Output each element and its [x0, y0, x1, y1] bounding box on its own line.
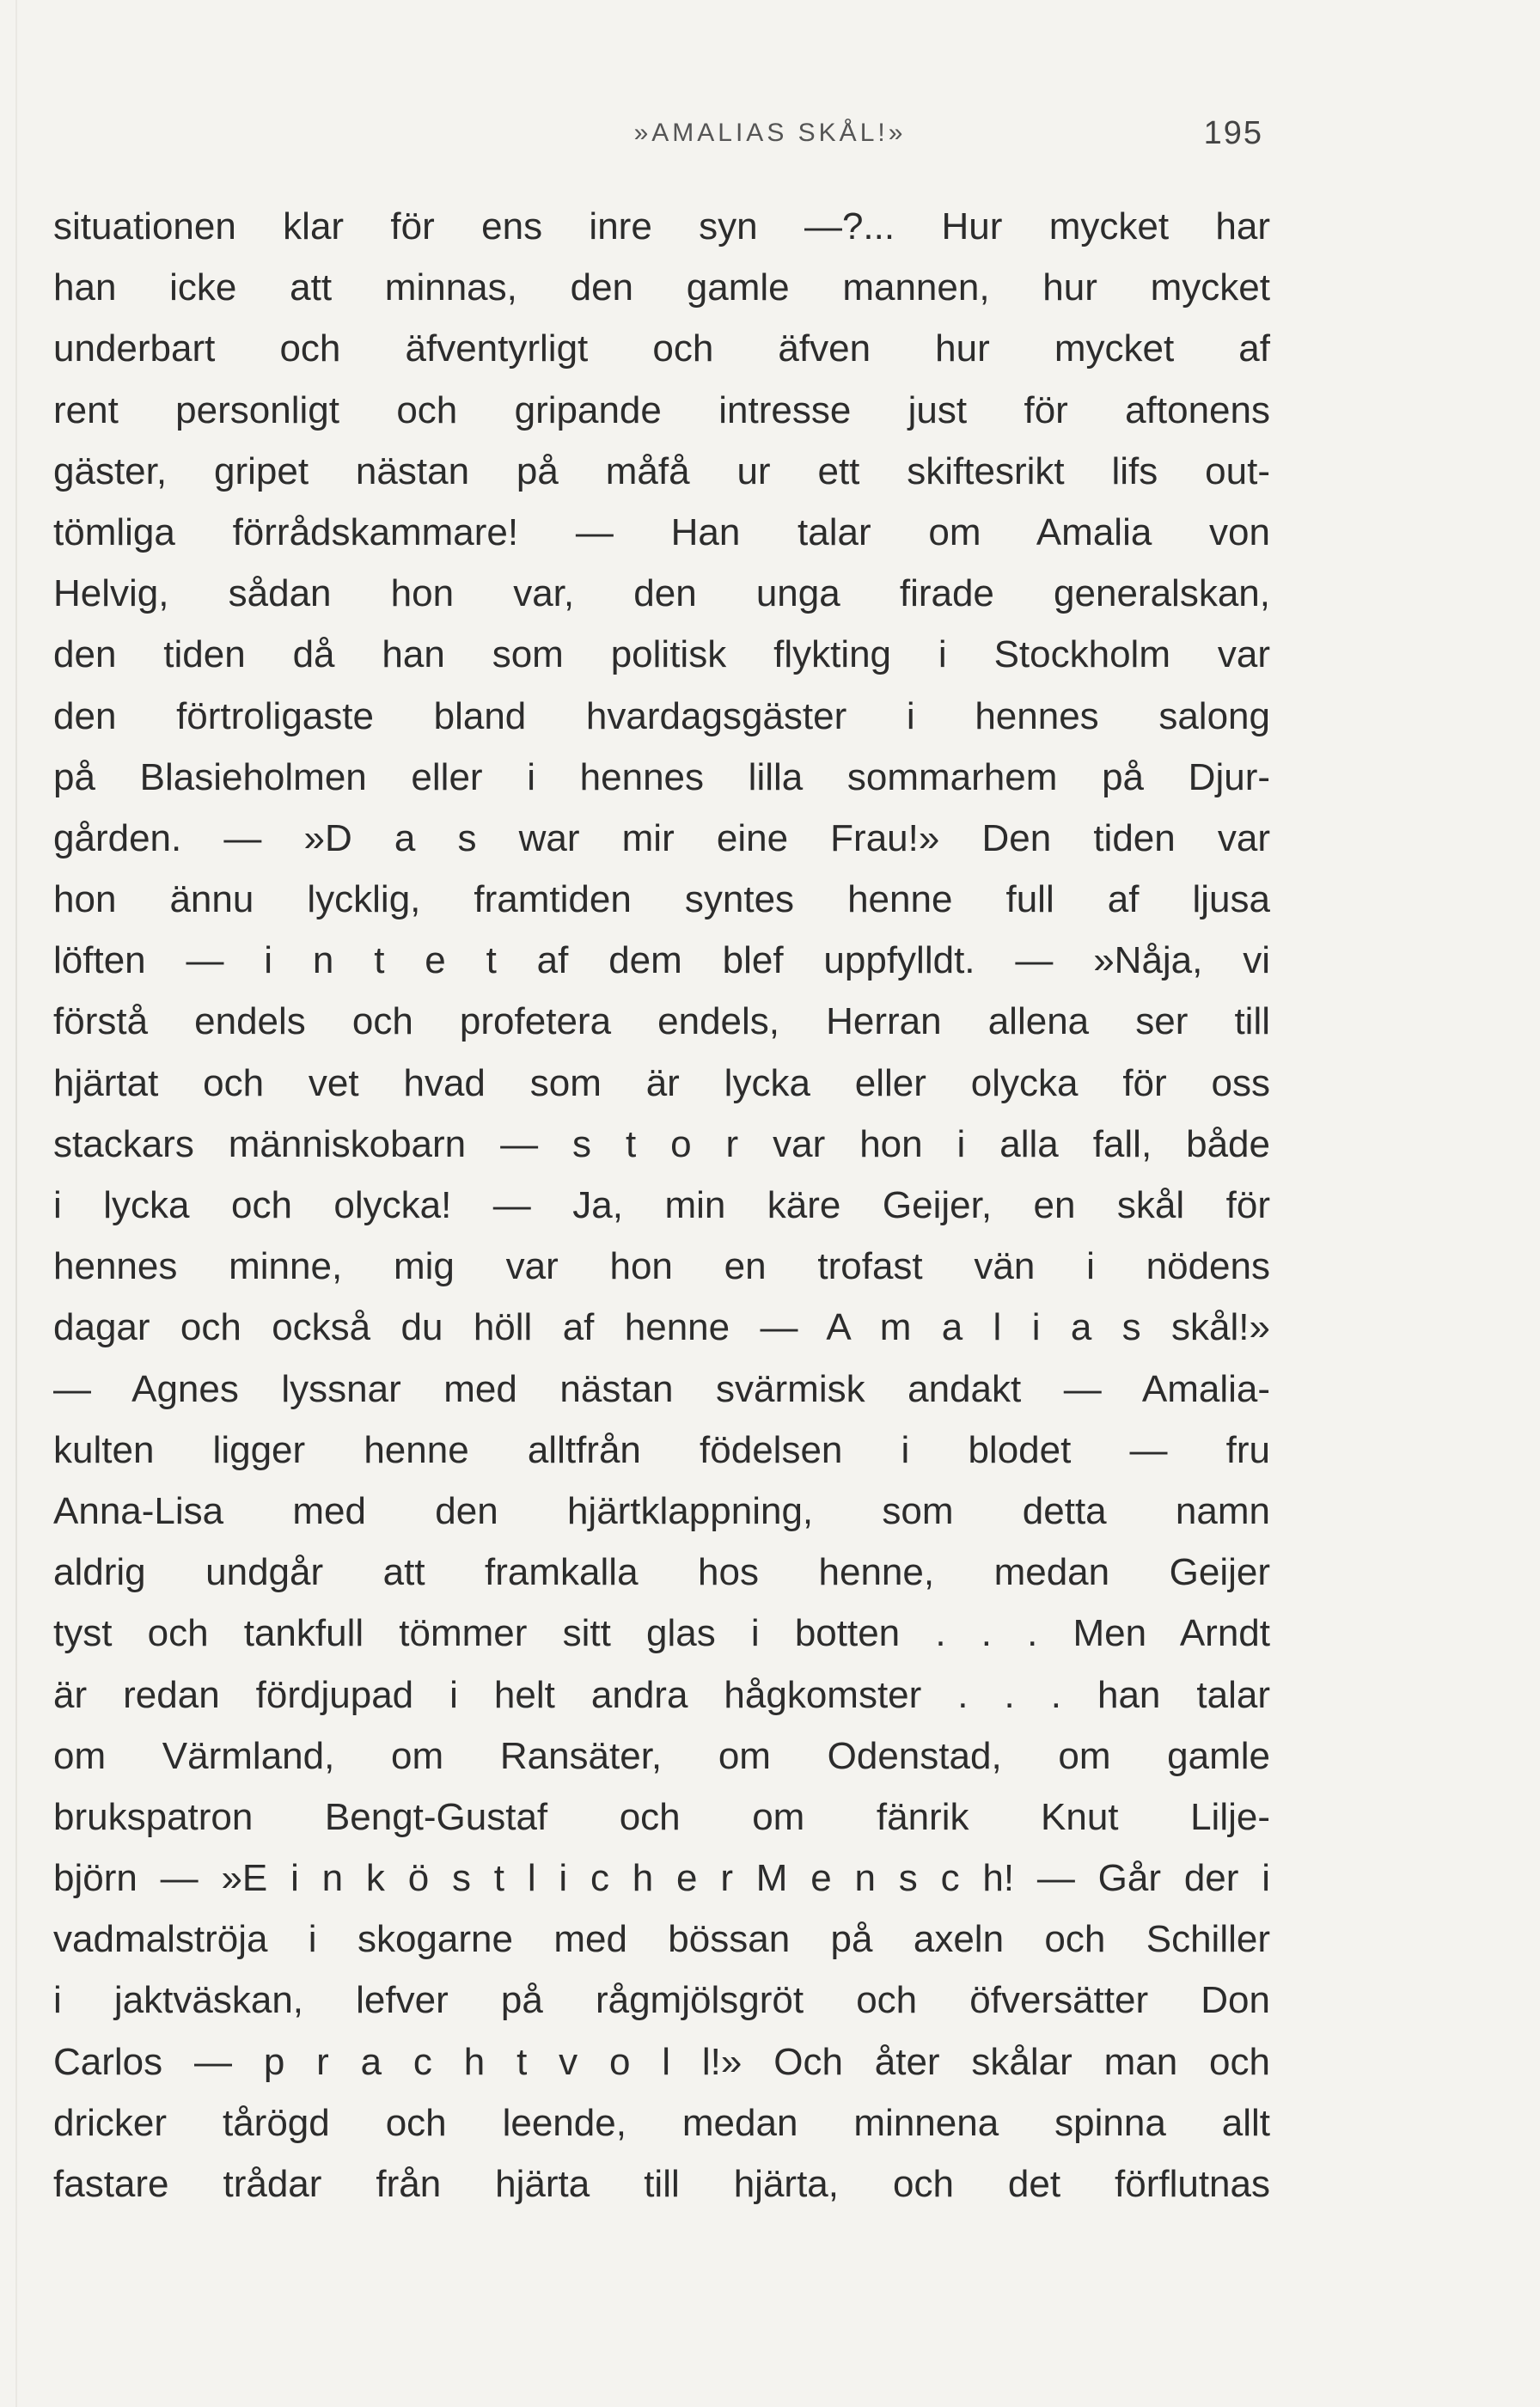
- text-line: brukspatron Bengt-Gustaf och om fänrik Knut Lilje-: [53, 1795, 1270, 1838]
- text-line: hjärtat och vet hvad som är lycka eller olycka för oss: [53, 1061, 1270, 1104]
- text-line: gården. — »D a s war mir eine Frau!» Den tiden var: [53, 816, 1270, 859]
- text-line: löften — i n t e t af dem blef uppfylldt. — »Nåja, vi: [53, 939, 1270, 982]
- text-line: situationen klar för ens inre syn —?... Hur mycket har: [53, 205, 1270, 247]
- text-line: är redan fördjupad i helt andra hågkomster . . . han talar: [53, 1673, 1270, 1716]
- text-line: dricker tårögd och leende, medan minnena spinna allt: [53, 2101, 1270, 2144]
- text-line: rent personligt och gripande intresse just för aftonens: [53, 388, 1270, 431]
- text-line: om Värmland, om Ransäter, om Odenstad, om gamle: [53, 1734, 1270, 1777]
- text-line: hon ännu lycklig, framtiden syntes henne full af ljusa: [53, 878, 1270, 921]
- text-line: Carlos — p r a c h t v o l l!» Och åter skålar man och: [53, 2040, 1270, 2083]
- text-line: tömliga förrådskammare! — Han talar om Amalia von: [53, 510, 1270, 553]
- text-line: förstå endels och profetera endels, Herran allena ser till: [53, 1000, 1270, 1043]
- text-line: tyst och tankfull tömmer sitt glas i botten . . . Men Arndt: [53, 1612, 1270, 1655]
- text-line: han icke att minnas, den gamle mannen, hur mycket: [53, 266, 1270, 309]
- text-line: vadmalströja i skogarne med bössan på axeln och Schiller: [53, 1918, 1270, 1961]
- running-title: »AMALIAS SKÅL!»: [633, 119, 907, 147]
- text-line: Anna-Lisa med den hjärtklappning, som detta namn: [53, 1489, 1270, 1532]
- text-line: den förtroligaste bland hvardagsgäster i hennes salong: [53, 694, 1270, 737]
- text-line: i jaktväskan, lefver på rågmjölsgröt och öfversätter Don: [53, 1979, 1270, 2022]
- text-line: fastare trådar från hjärta till hjärta, och det förflutnas: [53, 2163, 1270, 2205]
- text-line: björn — »E i n k ö s t l i c h e r M e n s c h! — Går der i: [53, 1857, 1270, 1900]
- page-number: 195: [1203, 115, 1263, 151]
- text-line: gäster, gripet nästan på måfå ur ett skiftesrikt lifs out-: [53, 449, 1270, 492]
- text-line: kulten ligger henne alltfrån födelsen i blodet — fru: [53, 1428, 1270, 1471]
- body-text: [53, 196, 1270, 2215]
- text-line: hennes minne, mig var hon en trofast vän i nödens: [53, 1245, 1270, 1288]
- text-line: den tiden då han som politisk flykting i Stockholm var: [53, 633, 1270, 676]
- text-line: i lycka och olycka! — Ja, min käre Geijer, en skål för: [53, 1184, 1270, 1226]
- text-line: aldrig undgår att framkalla hos henne, medan Geijer: [53, 1551, 1270, 1594]
- text-line: Helvig, sådan hon var, den unga firade generalskan,: [53, 572, 1270, 615]
- text-line: stackars människobarn — s t o r var hon i alla fall, både: [53, 1122, 1270, 1165]
- page-edge: [15, 0, 17, 2407]
- text-line: på Blasieholmen eller i hennes lilla sommarhem på Djur-: [53, 755, 1270, 798]
- page-header: [0, 115, 1540, 153]
- text-line: — Agnes lyssnar med nästan svärmisk andakt — Amalia-: [53, 1367, 1270, 1410]
- text-line: dagar och också du höll af henne — A m a l i a s skål!»: [53, 1306, 1270, 1349]
- text-line: underbart och äfventyrligt och äfven hur mycket af: [53, 327, 1270, 370]
